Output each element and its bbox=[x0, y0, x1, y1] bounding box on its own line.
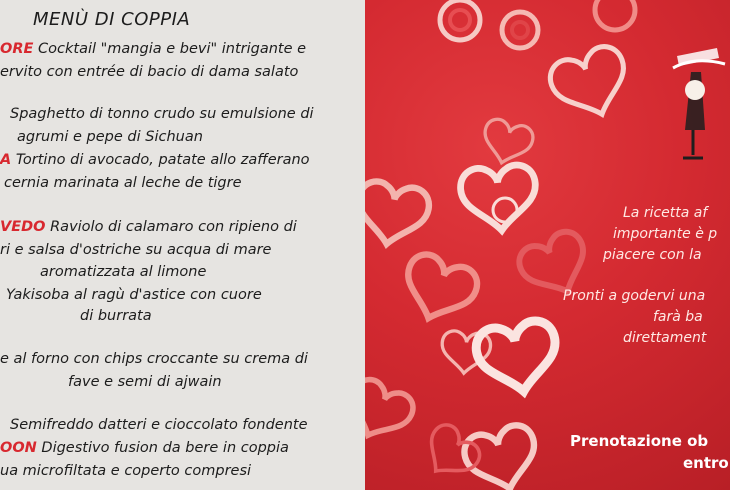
menu-line-text: aromatizzata al limone bbox=[40, 264, 207, 280]
heart-curl-icon bbox=[502, 12, 538, 48]
menu-line-highlight: A bbox=[0, 152, 12, 168]
menu-line bbox=[10, 416, 308, 434]
heart-icon bbox=[365, 179, 432, 250]
reservation-note: Prenotazione ob bbox=[570, 432, 709, 450]
promo-line: direttament bbox=[623, 330, 707, 346]
heart-curl-icon bbox=[440, 0, 480, 40]
menu-line-text: Semifreddo datteri e cioccolato fondente bbox=[10, 417, 308, 433]
menu-line bbox=[0, 241, 271, 259]
promo-line: importante è p bbox=[613, 226, 718, 242]
menu-line-text: ervito con entrée di bacio di dama salato bbox=[0, 64, 299, 80]
menu-line bbox=[0, 439, 289, 457]
menu-line-text: Cocktail "mangia e bevi" intrigante e bbox=[33, 41, 307, 57]
logo-icon bbox=[673, 48, 725, 158]
menu-line bbox=[17, 128, 203, 146]
menu-line bbox=[0, 218, 297, 236]
menu-line-text: Digestivo fusion da bere in coppia bbox=[36, 440, 289, 456]
promo-line: La ricetta af bbox=[623, 205, 708, 221]
menu-line-highlight: ORE bbox=[0, 41, 34, 57]
reservation-note: entro bbox=[683, 454, 729, 472]
menu-line-text: Yakisoba al ragù d'astice con cuore bbox=[6, 287, 262, 303]
menu-line bbox=[10, 105, 314, 123]
menu-line-text: Spaghetto di tonno crudo su emulsione di bbox=[10, 106, 314, 122]
menu-line bbox=[80, 307, 152, 325]
heart-icon bbox=[416, 420, 485, 488]
menu-line bbox=[68, 373, 222, 391]
menu-line bbox=[0, 151, 310, 169]
promo-panel bbox=[365, 0, 730, 490]
menu-line bbox=[0, 350, 308, 368]
menu-line bbox=[6, 286, 262, 304]
menu-title: MENÙ DI COPPIA bbox=[33, 9, 191, 30]
heart-curl-icon bbox=[493, 198, 517, 222]
promo-line: piacere con la bbox=[603, 247, 702, 263]
promo-line: Pronti a godervi una bbox=[563, 288, 706, 304]
heart-icon bbox=[478, 117, 535, 169]
menu-line bbox=[0, 63, 298, 81]
heart-icon bbox=[460, 421, 544, 490]
menu-line-text: fave e semi di ajwain bbox=[68, 374, 222, 390]
menu-line-highlight: VEDO bbox=[0, 219, 46, 235]
menu-line-text: e al forno con chips croccante su crema di bbox=[0, 351, 308, 367]
menu-line bbox=[0, 462, 251, 480]
menu-line-text: ua microfiltata e coperto compresi bbox=[0, 463, 252, 479]
promo-line: farà ba bbox=[653, 309, 703, 325]
menu-line-text: ri e salsa d'ostriche su acqua di mare bbox=[0, 242, 272, 258]
heart-icon bbox=[395, 250, 482, 331]
menu-line-text: Tortino di avocado, patate allo zafferano bbox=[11, 152, 310, 168]
heart-icon bbox=[365, 375, 418, 449]
menu-line-text: Raviolo di calamaro con ripieno di bbox=[45, 219, 297, 235]
menu-line-text: di burrata bbox=[80, 308, 152, 324]
heart-icon bbox=[545, 41, 637, 127]
menu-line-text: agrumi e pepe di Sichuan bbox=[17, 129, 203, 145]
menu-line bbox=[0, 40, 306, 58]
menu-line-text: cernia marinata al leche de tigre bbox=[4, 175, 242, 191]
menu-line bbox=[40, 263, 206, 281]
menu-line bbox=[4, 174, 242, 192]
heart-curl-icon bbox=[595, 0, 635, 30]
hearts-decoration bbox=[365, 0, 730, 490]
menu-line-highlight: OON bbox=[0, 440, 37, 456]
